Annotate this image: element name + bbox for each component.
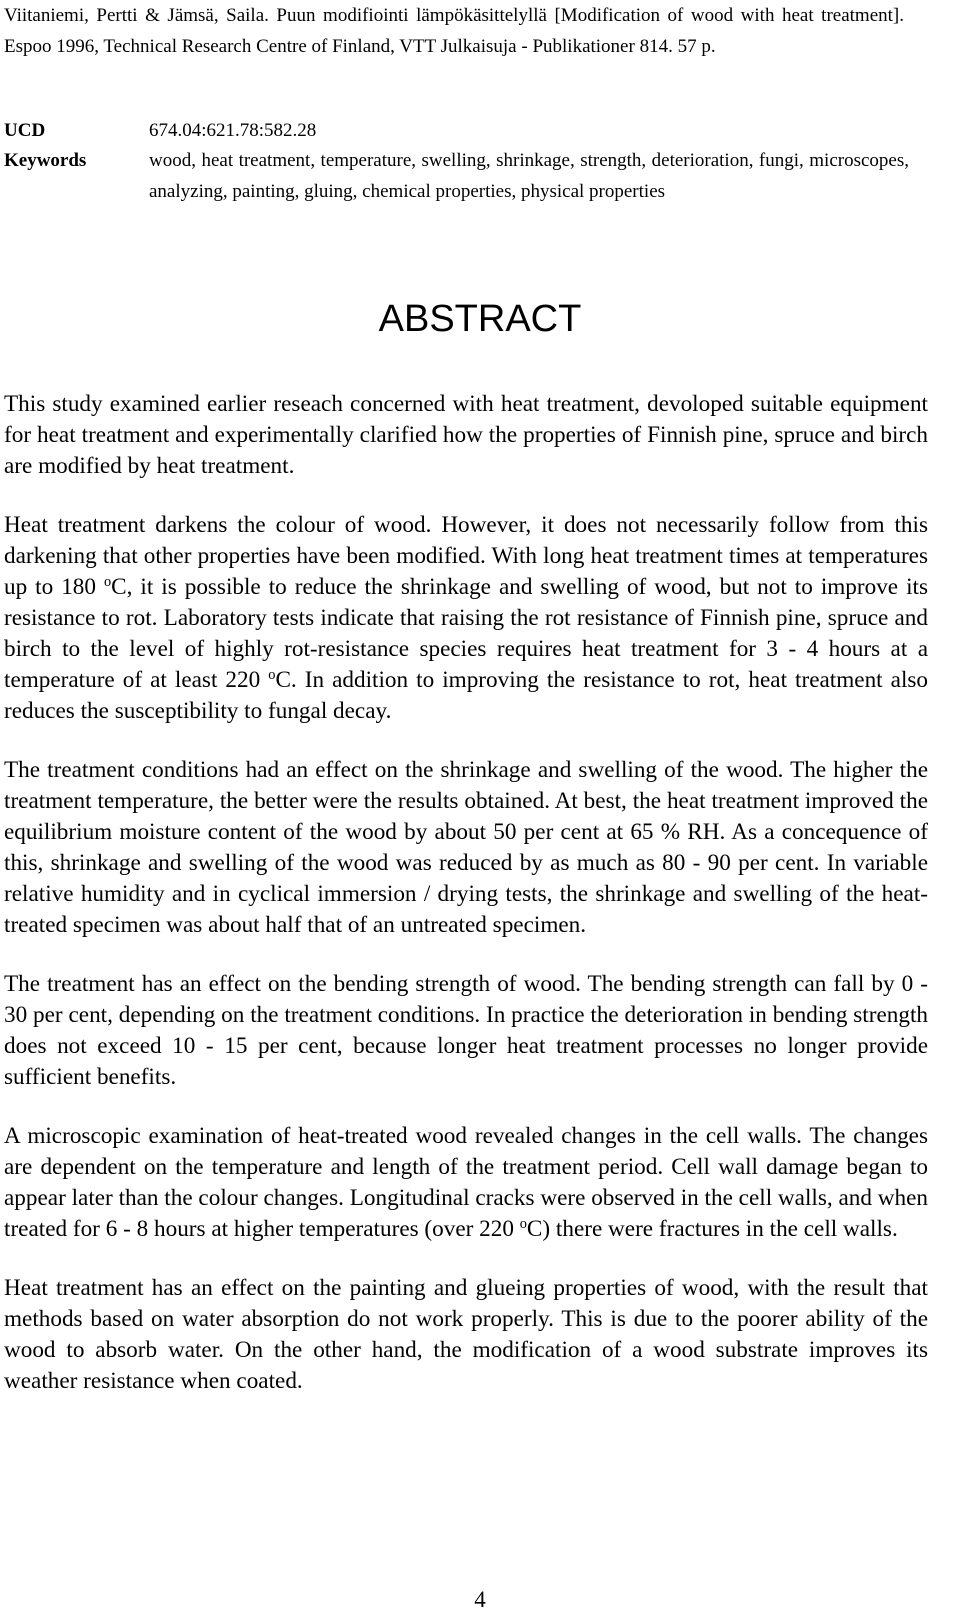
degree-symbol: o bbox=[103, 574, 112, 591]
degree-symbol: o bbox=[268, 667, 276, 684]
paragraph-text: A microscopic examination of heat-treated wood revealed changes in the cell walls. The changes are dependent on the temperature and length of the treatment period. Cell wall damage began to appear later than the colour changes. Longitudinal cracks were observed in the cell walls, and when treated for 6 - 8 hours at higher temperatures (over 220 bbox=[4, 1123, 928, 1242]
paragraph-text: The treatment has an effect on the bending strength of wood. The bending strength can fall by 0 - 30 per cent, depending on the treatment conditions. In practice the deterioration in bending strength does not exceed 10 - 15 per cent, because longer heat treatment processes no longer provide sufficient benefits. bbox=[4, 971, 928, 1090]
ucd-value: 674.04:621.78:582.28 bbox=[149, 120, 317, 141]
paragraph-text: Heat treatment darkens the colour of wood. However, it does not necessarily follow from this darkening that other properties have been modified. With long heat treatment times at temperatures up to 180 bbox=[4, 512, 928, 600]
paragraph-text: Heat treatment has an effect on the painting and glueing properties of wood, with the result that methods based on water absorption do not work properly. This is due to the poorer ability of the wood to absorb water. On the other hand, the modification of a wood substrate improves its weather resistance when coated. bbox=[4, 1275, 928, 1394]
abstract-paragraph-2 bbox=[4, 510, 928, 727]
keywords-value: wood, heat treatment, temperature, swelling, shrinkage, strength, deterioration, fungi, microscopes, analyzing, painting, gluing, chemical properties, physical properties bbox=[149, 150, 909, 202]
degree-symbol: o bbox=[519, 1216, 527, 1233]
abstract-paragraph-5 bbox=[4, 1121, 928, 1245]
ucd-label: UCD bbox=[4, 120, 46, 141]
paragraph-text: C, it is possible to reduce the shrinkage and swelling of wood, but not to improve its resistance to rot. Laboratory tests indicate that raising the rot resistance of Finnish pine, spruce and birch to the level of highly rot-resistance species requires heat treatment for 3 - 4 hours at a temperature of at least 220 bbox=[4, 574, 928, 693]
abstract-heading: ABSTRACT bbox=[378, 298, 582, 340]
citation: Viitaniemi, Pertti & Jämsä, Saila. Puun modifiointi lämpökäsittelyllä [Modification of wood with heat treatment]. Espoo 1996, Technical Research Centre of Finland, VTT Julkaisuja - Publikationer 814. 57 p. bbox=[4, 5, 904, 57]
abstract-body bbox=[4, 389, 928, 1425]
page-number: 4 bbox=[474, 1587, 486, 1612]
abstract-paragraph-3 bbox=[4, 755, 928, 941]
paragraph-text: This study examined earlier reseach concerned with heat treatment, devoloped suitable equipment for heat treatment and experimentally clarified how the properties of Finnish pine, spruce and birch are modified by heat treatment. bbox=[4, 391, 928, 479]
abstract-paragraph-1 bbox=[4, 389, 928, 482]
paragraph-text: C) there were fractures in the cell walls. bbox=[526, 1216, 898, 1242]
paragraph-text: C. In addition to improving the resistance to rot, heat treatment also reduces the susceptibility to fungal decay. bbox=[4, 667, 929, 724]
keywords-label: Keywords bbox=[4, 150, 87, 171]
paragraph-text: The treatment conditions had an effect on the shrinkage and swelling of the wood. The higher the treatment temperature, the better were the results obtained. At best, the heat treatment improved the equilibrium moisture content of the wood by about 50 per cent at 65 % RH. As a concequence of this, shrinkage and swelling of the wood was reduced by as much as 80 - 90 per cent. In variable relative humidity and in cyclical immersion / drying tests, the shrinkage and swelling of the heat-treated specimen was about half that of an untreated specimen. bbox=[4, 757, 928, 938]
abstract-paragraph-4 bbox=[4, 969, 928, 1093]
abstract-paragraph-6 bbox=[4, 1273, 928, 1397]
